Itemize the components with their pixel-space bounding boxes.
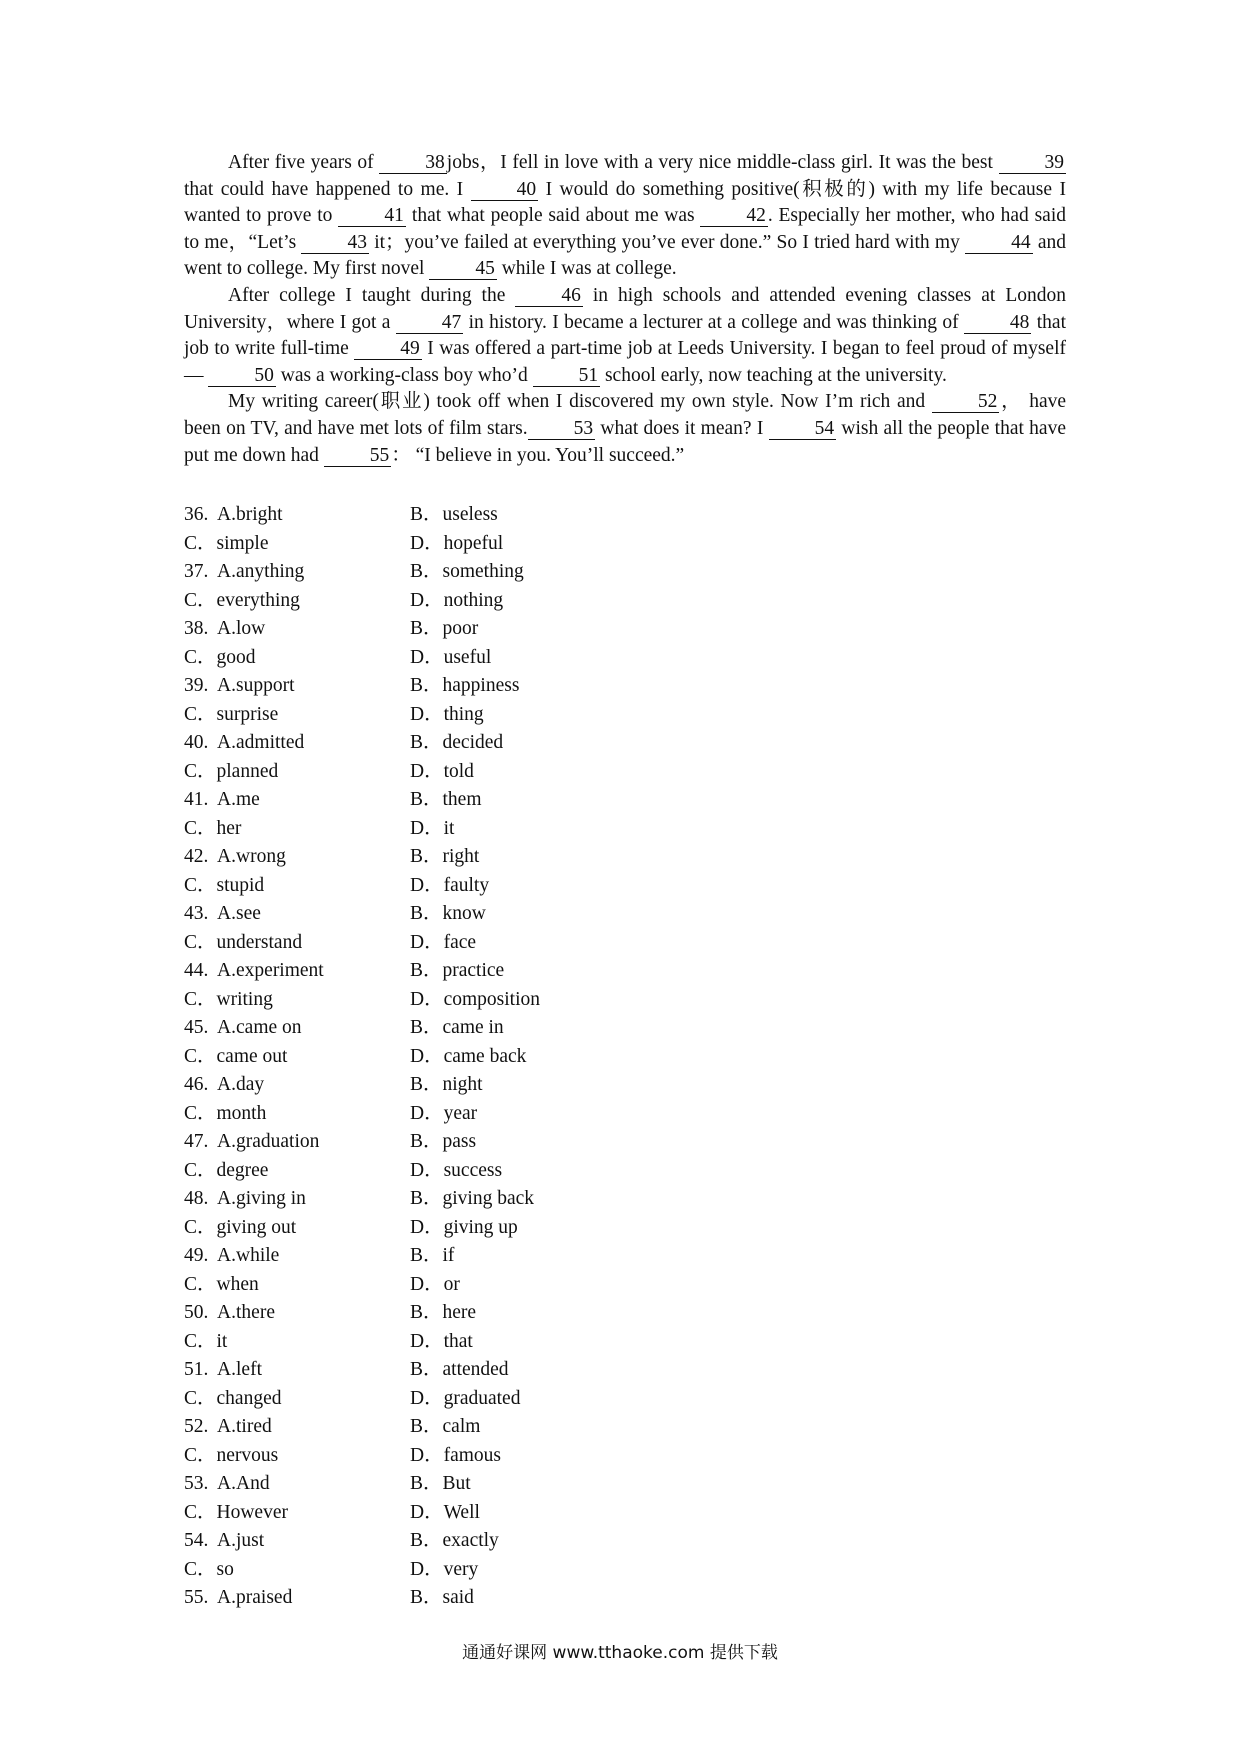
passage-text: jobs，I fell in love with a very nice middle-class girl. It was the best: [446, 152, 999, 173]
option-row: [184, 644, 744, 673]
blank-42: 42: [700, 206, 768, 227]
option-left: 39. A.support: [184, 675, 295, 696]
option-right: B．exactly: [410, 1530, 499, 1551]
option-row: [184, 1328, 744, 1357]
passage-text: ： “I believe in you. You’ll succeed.”: [391, 444, 685, 466]
option-left: 40. A.admitted: [184, 732, 305, 753]
option-right: B．practice: [410, 960, 505, 981]
option-row: [184, 1128, 744, 1157]
option-left: 51. A.left: [184, 1359, 262, 1380]
option-row: [184, 957, 744, 986]
passage-text: ， have been on TV, and have met lots of film stars.: [184, 391, 1066, 439]
option-left: 49. A.while: [184, 1245, 280, 1266]
blank-38: 38: [379, 153, 447, 174]
passage-text: My writing career(职业) took off when I discovered my own style. Now I’m rich and: [228, 391, 932, 413]
option-right: B．happiness: [410, 675, 520, 696]
option-right: D．faulty: [410, 874, 490, 896]
option-right: D．told: [410, 760, 474, 782]
option-row: [184, 1527, 744, 1556]
option-left: 42. A.wrong: [184, 846, 286, 867]
option-right: D．thing: [410, 703, 484, 725]
option-right: D．giving up: [410, 1216, 518, 1238]
option-right: B．attended: [410, 1359, 509, 1380]
passage-text: that what people said about me was: [406, 205, 701, 227]
option-row: [184, 1470, 744, 1499]
passage-text: wish all the people that have put me down had: [184, 417, 1066, 466]
passage-text: in history. I became a lecturer at a college and was thinking of: [463, 311, 964, 333]
option-left: C．understand: [184, 931, 303, 953]
option-row: [184, 900, 744, 929]
option-left: C．month: [184, 1102, 267, 1124]
option-left: C．everything: [184, 589, 300, 611]
option-right: D．hopeful: [410, 532, 504, 554]
option-right: B．something: [410, 561, 524, 582]
option-row: [184, 615, 744, 644]
passage-text: while I was at college.: [496, 258, 677, 280]
option-row: [184, 501, 744, 530]
option-right: B．giving back: [410, 1188, 535, 1209]
option-left: C．writing: [184, 988, 273, 1010]
blank-40: 40: [471, 180, 539, 201]
blank-41: 41: [338, 206, 406, 227]
passage-text: After college I taught during the: [228, 284, 516, 306]
option-row: [184, 872, 744, 901]
answer-options: [184, 501, 744, 1613]
option-row: [184, 986, 744, 1015]
option-right: D．famous: [410, 1444, 501, 1466]
option-right: B．said: [410, 1587, 474, 1608]
paragraph-3: [184, 389, 1066, 469]
option-right: D．composition: [410, 988, 540, 1010]
option-left: 37. A.anything: [184, 561, 305, 582]
option-left: 46. A.day: [184, 1074, 265, 1095]
blank-52: 52: [932, 392, 1000, 413]
option-left: 41. A.me: [184, 789, 260, 810]
option-right: B．right: [410, 846, 480, 867]
blank-49: 49: [354, 339, 422, 360]
option-left: 50. A.there: [184, 1302, 275, 1323]
option-row: [184, 758, 744, 787]
option-row: [184, 1185, 744, 1214]
passage-text: what does it mean? I: [595, 417, 769, 439]
option-left: 48. A.giving in: [184, 1188, 306, 1209]
option-right: D．it: [410, 817, 455, 839]
option-row: [184, 1242, 744, 1271]
option-left: 38. A.low: [184, 618, 266, 639]
passage-text: was a working-class boy who’d: [275, 364, 533, 386]
option-left: 45. A.came on: [184, 1017, 302, 1038]
option-left: 44. A.experiment: [184, 960, 324, 981]
passage-text: and went to college. My first novel: [184, 231, 1067, 280]
passage-text: I was offered a part-time job at Leeds University. I began to feel proud of myself—: [184, 338, 1066, 386]
option-row: [184, 1043, 744, 1072]
option-row: [184, 1214, 744, 1243]
blank-39: 39: [999, 153, 1067, 174]
option-left: 53. A.And: [184, 1473, 270, 1494]
passage-text: that job to write full-time: [184, 311, 1066, 360]
blank-45: 45: [429, 259, 497, 280]
paragraph-2: [184, 283, 1066, 389]
blank-55: 55: [324, 446, 392, 467]
passage-text: it；you’ve failed at everything you’ve ever done.” So I tried hard with my: [368, 231, 966, 253]
option-row: [184, 786, 744, 815]
option-right: D．that: [410, 1330, 473, 1352]
option-right: D．graduated: [410, 1387, 521, 1409]
option-left: 36. A.bright: [184, 504, 283, 525]
option-right: D．very: [410, 1558, 479, 1580]
option-left: C．However: [184, 1501, 288, 1523]
option-row: [184, 929, 744, 958]
option-left: 52. A.tired: [184, 1416, 272, 1437]
option-row: [184, 729, 744, 758]
option-left: 55. A.praised: [184, 1587, 293, 1608]
option-row: [184, 1299, 744, 1328]
option-right: D．or: [410, 1273, 460, 1295]
option-left: C．giving out: [184, 1216, 297, 1238]
option-row: [184, 1071, 744, 1100]
option-row: [184, 1157, 744, 1186]
passage-text: in high schools and attended evening classes at London University，where I got a: [184, 284, 1066, 333]
option-row: [184, 1442, 744, 1471]
option-row: [184, 1385, 744, 1414]
blank-43: 43: [301, 233, 369, 254]
option-row: [184, 558, 744, 587]
option-row: [184, 1100, 744, 1129]
option-row: [184, 530, 744, 559]
option-right: D．came back: [410, 1045, 527, 1067]
passage-text: After five years of: [228, 152, 380, 173]
option-right: B．night: [410, 1074, 483, 1095]
passage-text: that could have happened to me. I: [184, 178, 471, 200]
blank-54: 54: [769, 419, 837, 440]
option-right: B．But: [410, 1473, 471, 1494]
option-left: C．stupid: [184, 874, 265, 896]
option-right: D．Well: [410, 1501, 480, 1523]
blank-44: 44: [965, 233, 1033, 254]
option-right: D．year: [410, 1102, 478, 1124]
option-right: B．decided: [410, 732, 504, 753]
blank-48: 48: [964, 313, 1032, 334]
option-left: C．it: [184, 1330, 228, 1352]
option-left: 47. A.graduation: [184, 1131, 320, 1152]
option-row: [184, 1356, 744, 1385]
option-left: C．planned: [184, 760, 279, 782]
cloze-passage: [184, 150, 1066, 469]
option-row: [184, 1014, 744, 1043]
paragraph-1: [184, 150, 1066, 283]
option-left: C．degree: [184, 1159, 269, 1181]
option-row: [184, 1556, 744, 1585]
option-row: [184, 701, 744, 730]
blank-47: 47: [396, 313, 464, 334]
option-right: B．here: [410, 1302, 477, 1323]
option-row: [184, 672, 744, 701]
option-row: [184, 1499, 744, 1528]
option-right: B．them: [410, 789, 482, 810]
option-right: D．success: [410, 1159, 503, 1181]
option-right: D．nothing: [410, 589, 504, 611]
option-left: C．came out: [184, 1045, 288, 1067]
option-right: B．calm: [410, 1416, 481, 1437]
blank-50: 50: [208, 366, 276, 387]
option-right: B．if: [410, 1245, 455, 1266]
option-row: [184, 1271, 744, 1300]
blank-53: 53: [528, 419, 596, 440]
option-right: D．face: [410, 931, 477, 953]
option-left: C．when: [184, 1273, 259, 1295]
option-row: [184, 1584, 744, 1613]
blank-51: 51: [533, 366, 601, 387]
option-left: C．changed: [184, 1387, 282, 1409]
option-left: C．so: [184, 1558, 234, 1580]
option-left: C．her: [184, 817, 242, 839]
option-right: B．useless: [410, 504, 498, 525]
option-left: C．surprise: [184, 703, 279, 725]
option-right: D．useful: [410, 646, 492, 668]
option-right: B．know: [410, 903, 486, 924]
option-left: 54. A.just: [184, 1530, 265, 1551]
option-row: [184, 815, 744, 844]
option-right: B．pass: [410, 1131, 477, 1152]
option-right: B．poor: [410, 618, 479, 639]
passage-text: . Especially her mother, who had said to me，“Let’s: [184, 205, 1066, 253]
option-left: C．simple: [184, 532, 269, 554]
option-row: [184, 1413, 744, 1442]
option-left: 43. A.see: [184, 903, 261, 924]
passage-text: I would do something positive(积极的) with my life because I wanted to prove to: [184, 178, 1067, 227]
passage-text: school early, now teaching at the university.: [600, 364, 947, 386]
option-row: [184, 843, 744, 872]
blank-46: 46: [515, 286, 583, 307]
option-row: [184, 587, 744, 616]
option-left: C．good: [184, 646, 256, 668]
option-left: C．nervous: [184, 1444, 279, 1466]
option-right: B．came in: [410, 1017, 504, 1038]
footer-source: 通通好课网 www.tthaoke.com 提供下载: [462, 1643, 778, 1663]
